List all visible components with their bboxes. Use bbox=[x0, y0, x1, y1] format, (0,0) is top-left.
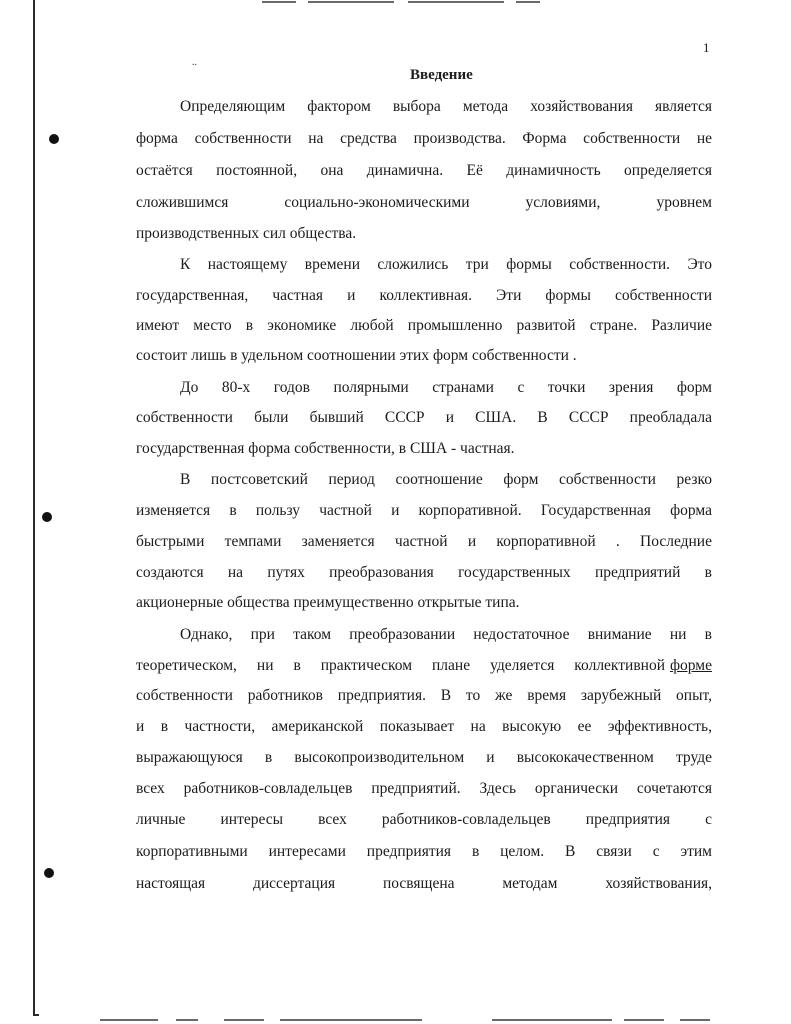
text-line: Определяющим фактором выбора метода хозяйствования является bbox=[180, 98, 712, 115]
scan-edge-mark bbox=[262, 1, 296, 3]
section-heading: Введение bbox=[410, 67, 473, 83]
text-line: К настоящему времени сложились три формы собственности. Это bbox=[180, 256, 712, 273]
scan-edge-mark bbox=[516, 1, 540, 3]
scan-edge-mark bbox=[408, 1, 504, 3]
text-line: Однако, при таком преобразовании недостаточное внимание ни в bbox=[180, 626, 712, 643]
scan-speck: .. bbox=[192, 57, 197, 68]
scan-edge-mark bbox=[680, 1019, 710, 1021]
text-line: личные интересы всех работников-совладельцев предприятия с bbox=[136, 811, 712, 828]
text-line: государственная, частная и коллективная. Эти формы собственности bbox=[136, 287, 712, 304]
scan-edge-mark bbox=[624, 1019, 664, 1021]
text-line: акционерные общества преимущественно открытые типа. bbox=[136, 594, 520, 611]
scan-edge-mark bbox=[100, 1019, 158, 1021]
text-line: форма собственности на средства производства. Форма собственности не bbox=[136, 130, 712, 147]
text-line: всех работников-совладельцев предприятий. Здесь органически сочетаются bbox=[136, 780, 712, 797]
punch-hole-icon bbox=[49, 134, 59, 144]
text-line: создаются на путях преобразования государственных предприятий в bbox=[136, 564, 712, 581]
text-line: собственности были бывший СССР и США. В СССР преобладала bbox=[136, 409, 712, 426]
text-line-part: теоретическом, ни в практическом плане уделяется коллективной bbox=[136, 657, 665, 674]
scan-edge-mark bbox=[308, 1, 394, 3]
text-line: имеют место в экономике любой промышленно развитой стране. Различие bbox=[136, 317, 712, 334]
text-line: производственных сил общества. bbox=[136, 225, 357, 242]
scan-edge-mark bbox=[224, 1019, 264, 1021]
text-line: и в частности, американской показывает на высокую ее эффективность, bbox=[136, 718, 712, 735]
scan-edge-mark bbox=[492, 1019, 612, 1021]
text-line: До 80-х годов полярными странами с точки зрения форм bbox=[180, 379, 712, 396]
text-line: состоит лишь в удельном соотношении этих форм собственности . bbox=[136, 347, 577, 364]
text-line: В постсоветский период соотношение форм собственности резко bbox=[180, 471, 712, 488]
text-line: остаётся постоянной, она динамична. Её динамичность определяется bbox=[136, 162, 712, 179]
text-line: сложившимся социально-экономическими условиями, уровнем bbox=[136, 194, 712, 211]
scan-edge-mark bbox=[280, 1019, 422, 1021]
punch-hole-icon bbox=[44, 868, 54, 878]
page-number: 1 bbox=[703, 40, 710, 55]
text-line: настоящая диссертация посвящена методам хозяйствования, bbox=[136, 875, 712, 892]
text-line: изменяется в пользу частной и корпоративной. Государственная форма bbox=[136, 502, 712, 519]
page-corner-mark bbox=[33, 1014, 39, 1016]
text-line: быстрыми темпами заменяется частной и корпоративной . Последние bbox=[136, 533, 712, 550]
underlined-word: форме bbox=[670, 657, 712, 674]
punch-hole-icon bbox=[42, 512, 52, 522]
text-line bbox=[136, 656, 712, 676]
text-line: собственности работников предприятия. В то же время зарубежный опыт, bbox=[136, 687, 712, 704]
page-left-border bbox=[33, 0, 35, 1016]
text-line: выражающуюся в высокопроизводительном и высококачественном труде bbox=[136, 749, 712, 766]
text-line: государственная форма собственности, в США - частная. bbox=[136, 440, 515, 457]
scan-edge-mark bbox=[176, 1019, 198, 1021]
text-line: корпоративными интересами предприятия в целом. В связи с этим bbox=[136, 843, 712, 860]
